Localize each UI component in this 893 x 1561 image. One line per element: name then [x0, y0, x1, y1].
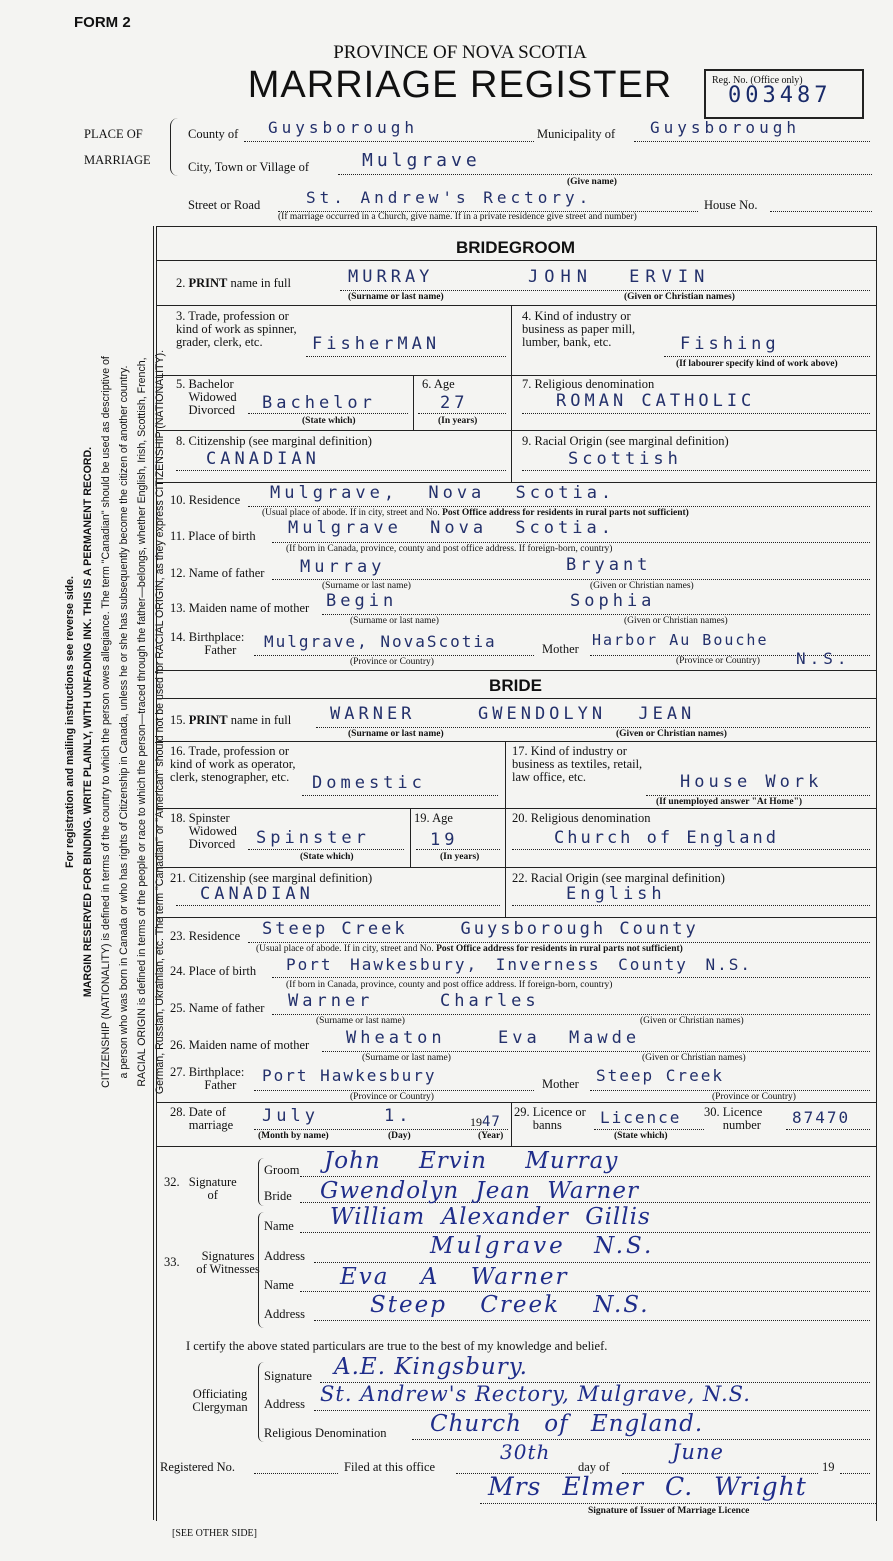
- groom-father-birthplace-cap: (Province or Country): [350, 657, 434, 667]
- groom-racial: Scottish: [568, 449, 682, 469]
- caption-day: (Day): [388, 1131, 411, 1141]
- groom-birthplace-label: 14. Birthplace: Father: [170, 630, 245, 657]
- marriage-day: 1.: [384, 1106, 413, 1126]
- groom-signature: John Ervin Murray: [324, 1148, 619, 1174]
- clergy-denomination-label: Religious Denomination: [264, 1426, 387, 1440]
- groom-residence-label: 10. Residence: [170, 493, 241, 507]
- groom-trade: FisherMAN: [312, 334, 441, 354]
- bride-surname: WARNER: [330, 704, 416, 724]
- groom-mother-cap-given: (Given or Christian names): [624, 616, 728, 626]
- caption-state-which: (State which): [302, 416, 356, 426]
- bride-racial: English: [566, 884, 666, 904]
- groom-residence-note: (Usual place of abode. If in city, street and No. Post Office address for residents in rural parts not sufficient): [262, 508, 689, 518]
- form-frame-inner: [153, 226, 154, 1520]
- bride-racial-label: 22. Racial Origin (see marginal definition): [512, 871, 725, 885]
- bride-citizenship-label: 21. Citizenship (see marginal definition): [170, 871, 373, 885]
- filed-day: 30th: [500, 1440, 551, 1464]
- signature-of-label: 32. Signature of: [164, 1175, 237, 1202]
- bride-father-given: Charles: [440, 991, 540, 1011]
- caption-surname: (Surname or last name): [348, 292, 444, 302]
- groom-mother-birthplace: Harbor Au Bouche: [592, 631, 769, 649]
- groom-status: Bachelor: [262, 393, 376, 413]
- clergy-address: St. Andrew's Rectory, Mulgrave, N.S.: [320, 1382, 751, 1406]
- witnesses-label: 33.: [164, 1255, 180, 1269]
- street-value: St. Andrew's Rectory.: [306, 188, 593, 207]
- give-name-caption: (Give name): [567, 177, 617, 187]
- bride-mother-birthplace-cap: (Province or Country): [712, 1092, 796, 1102]
- bride-citizenship: CANADIAN: [200, 884, 314, 904]
- groom-religion: ROMAN CATHOLIC: [556, 391, 756, 411]
- bride-religion: Church of England: [554, 828, 779, 848]
- groom-mother-birthplace-cap: (Province or Country): [676, 656, 760, 666]
- issuer-signature: Mrs Elmer C. Wright: [488, 1472, 807, 1501]
- groom-birthplace: Mulgrave Nova Scotia.: [288, 518, 615, 538]
- caption-month: (Month by name): [258, 1131, 329, 1141]
- province-heading: PROVINCE OF NOVA SCOTIA: [333, 42, 587, 63]
- bride-given: GWENDOLYN JEAN: [478, 704, 696, 724]
- bride-religion-label: 20. Religious denomination: [512, 811, 651, 825]
- see-other-side: [SEE OTHER SIDE]: [172, 1528, 257, 1539]
- marriage-month: July: [262, 1106, 319, 1126]
- marriage-year: 1947: [470, 1114, 501, 1130]
- groom-print-label: 2. PRINT name in full: [176, 276, 291, 290]
- margin-line-2: MARGIN RESERVED FOR BINDING. WRITE PLAINLY, WITH UNFADING INK. THIS IS A PERMANENT RECORD.: [82, 446, 94, 998]
- place-of-label: PLACE OF: [84, 127, 143, 141]
- licence-label: 29. Licence or banns: [514, 1105, 586, 1132]
- reg-number: 003487: [728, 83, 832, 108]
- bride-father-cap-given: (Given or Christian names): [640, 1016, 744, 1026]
- bride-residence: Steep Creek Guysborough County: [262, 919, 699, 939]
- bride-birthplace-label: 27. Birthplace: Father: [170, 1065, 245, 1092]
- clergy-address-label: Address: [264, 1397, 305, 1411]
- bride-cap-in-years: (In years): [440, 852, 480, 862]
- groom-religion-label: 7. Religious denomination: [522, 377, 655, 391]
- place-brace: [170, 118, 181, 176]
- caption-licence-state: (State which): [614, 1131, 668, 1141]
- bride-age: 19: [430, 830, 459, 850]
- signatures-of-witnesses-label: Signatures of Witnesses: [196, 1249, 260, 1276]
- groom-mother-bp-label: Mother: [542, 642, 579, 656]
- year19-label: 19: [822, 1460, 835, 1474]
- witness2-address: Steep Creek N.S.: [370, 1292, 650, 1318]
- groom-industry-label: 4. Kind of industry or business as paper mill, lumber, bank, etc.: [522, 309, 636, 349]
- margin-line-1: For registration and mailing instructions see reverse side.: [64, 576, 76, 869]
- bride-mother-label: 26. Maiden name of mother: [170, 1038, 310, 1052]
- street-note: (If marriage occurred in a Church, give name. If in a private residence give street and number): [278, 212, 637, 222]
- bride-birth-label: 24. Place of birth: [170, 964, 257, 978]
- groom-citizenship-label: 8. Citizenship (see marginal definition): [176, 434, 372, 448]
- form-number: FORM 2: [74, 14, 131, 31]
- bride-status-label: 18. Spinster Widowed Divorced: [170, 811, 237, 851]
- bride-age-label: 19. Age: [414, 811, 453, 825]
- margin-line-4: a person who was born in Canada or who has rights of Citizenship in Canada, unless he or she has subsequently become the citizen of another country.: [118, 365, 130, 1079]
- groom-father-given: Bryant: [566, 555, 652, 575]
- registered-no-label: Registered No.: [160, 1460, 235, 1474]
- clergy-denomination: Church of England.: [430, 1411, 704, 1437]
- bride-birthplace: Port Hawkesbury, Inverness County N.S.: [286, 955, 753, 974]
- licence-type: Licence: [600, 1108, 682, 1127]
- groom-mother-given: Sophia: [570, 591, 656, 611]
- groom-age-label: 6. Age: [422, 377, 455, 391]
- bride-industry-label: 17. Kind of industry or business as textiles, retail, law office, etc.: [512, 744, 643, 784]
- margin-line-3: CITIZENSHIP (NATIONALITY) is defined in terms of the country to which the person owes allegiance. The term "Canadian" should be used as descriptive of: [100, 356, 112, 1088]
- issuer-caption: Signature of Issuer of Marriage Licence: [588, 1506, 750, 1516]
- bride-cap-state-which: (State which): [300, 852, 354, 862]
- reg-box: [704, 69, 864, 119]
- witness2-name: Eva A Warner: [340, 1264, 569, 1290]
- bride-father-birthplace-cap: (Province or Country): [350, 1092, 434, 1102]
- bride-mother-birthplace: Steep Creek: [596, 1066, 724, 1085]
- bride-father-label: 25. Name of father: [170, 1001, 265, 1015]
- caption-unemployed: (If unemployed answer "At Home"): [656, 797, 803, 807]
- day-of-label: day of: [578, 1460, 610, 1474]
- caption-labourer: (If labourer specify kind of work above): [676, 359, 838, 369]
- bride-residence-label: 23. Residence: [170, 929, 241, 943]
- marriage-label: MARRIAGE: [84, 153, 151, 167]
- filed-month: June: [672, 1440, 724, 1464]
- bride-status: Spinster: [256, 828, 370, 848]
- groom-industry: Fishing: [680, 334, 780, 354]
- bride-cap-surname: (Surname or last name): [348, 729, 444, 739]
- witness1-address: Mulgrave N.S.: [430, 1233, 655, 1259]
- bride-trade-label: 16. Trade, profession or kind of work as operator, clerk, stenographer, etc.: [170, 744, 296, 784]
- bride-mother-cap-given: (Given or Christian names): [642, 1053, 746, 1063]
- witness1-name: William Alexander Gillis: [330, 1204, 651, 1230]
- certify-statement: I certify the above stated particulars are true to the best of my knowledge and belief.: [186, 1339, 608, 1353]
- groom-sig-label: Groom: [264, 1163, 300, 1177]
- bride-industry: House Work: [680, 772, 823, 792]
- bride-father-cap-surname: (Surname or last name): [316, 1016, 405, 1026]
- groom-mother-label: 13. Maiden name of mother: [170, 601, 310, 615]
- reg-label: Reg. No. (Office only): [712, 75, 803, 86]
- clergy-signature: A.E. Kingsbury.: [334, 1354, 528, 1380]
- bride-sig-label: Bride: [264, 1189, 292, 1203]
- bride-father-surname: Warner: [288, 991, 374, 1011]
- bride-father-birthplace: Port Hawkesbury: [262, 1066, 437, 1085]
- city-label: City, Town or Village of: [188, 160, 310, 174]
- groom-mother-birthplace-2: N.S.: [796, 649, 851, 668]
- city-value: Mulgrave: [362, 150, 481, 171]
- groom-mother-surname: Begin: [326, 591, 398, 611]
- street-label: Street or Road: [188, 198, 261, 212]
- groom-father-cap-given: (Given or Christian names): [590, 581, 694, 591]
- bride-print-label: 15. PRINT name in full: [170, 713, 292, 727]
- witness2-name-label: Name: [264, 1278, 294, 1292]
- municipality-value: Guysborough: [650, 118, 800, 137]
- groom-mother-cap-surname: (Surname or last name): [350, 616, 439, 626]
- clergy-signature-label: Signature: [264, 1369, 312, 1383]
- witness1-name-label: Name: [264, 1219, 294, 1233]
- groom-father-label: 12. Name of father: [170, 566, 265, 580]
- licence-number-label: 30. Licence number: [704, 1105, 763, 1132]
- groom-surname: MURRAY: [348, 267, 434, 287]
- witness1-address-label: Address: [264, 1249, 305, 1263]
- clergyman-label: Officiating Clergyman: [192, 1387, 248, 1414]
- county-label: County of: [188, 127, 239, 141]
- bride-signature: Gwendolyn Jean Warner: [320, 1178, 639, 1204]
- bride-trade: Domestic: [312, 773, 426, 793]
- bride-mother-cap-surname: (Surname or last name): [362, 1053, 451, 1063]
- groom-given: JOHN ERVIN: [528, 267, 711, 287]
- witness2-address-label: Address: [264, 1307, 305, 1321]
- date-label: 28. Date of marriage: [170, 1105, 234, 1132]
- municipality-label: Municipality of: [537, 127, 616, 141]
- caption-in-years: (In years): [438, 416, 478, 426]
- bride-cap-given: (Given or Christian names): [616, 729, 727, 739]
- bride-birth-note: (If born in Canada, province, county and post office address. If foreign-born, country): [286, 980, 613, 990]
- groom-father-surname: Murray: [300, 557, 386, 577]
- groom-residence: Mulgrave, Nova Scotia.: [270, 483, 616, 503]
- caption-given: (Given or Christian names): [624, 292, 735, 302]
- groom-father-birthplace: Mulgrave, NovaScotia: [264, 632, 497, 651]
- groom-trade-label: 3. Trade, profession or kind of work as spinner, grader, clerk, etc.: [176, 309, 297, 349]
- groom-birth-label: 11. Place of birth: [170, 529, 256, 543]
- section-bridegroom: BRIDEGROOM: [456, 238, 575, 257]
- bride-mother-surname: Wheaton: [346, 1028, 446, 1048]
- groom-status-label: 5. Bachelor Widowed Divorced: [176, 377, 237, 417]
- county-value: Guysborough: [268, 118, 418, 137]
- groom-racial-label: 9. Racial Origin (see marginal definition): [522, 434, 729, 448]
- licence-number: 87470: [792, 1108, 851, 1127]
- margin-line-5: RACIAL ORIGIN is defined in terms of the people or race to which the person—traced through the father—belongs, whether English, Irish, Scottish, French,: [136, 357, 148, 1087]
- caption-year: (Year): [478, 1131, 504, 1141]
- section-bride: BRIDE: [489, 676, 542, 695]
- groom-citizenship: CANADIAN: [206, 449, 320, 469]
- house-label: House No.: [704, 198, 758, 212]
- filed-at-label: Filed at this office: [344, 1460, 436, 1474]
- groom-father-cap-surname: (Surname or last name): [322, 581, 411, 591]
- margin-line-6: German, Russian, Ukrainian, etc. The term "Canadian" or "American" should not be used for RACIAL ORIGIN, as they express CITIZENSHIP (NATIONALITY).: [154, 349, 166, 1095]
- groom-age: 27: [440, 393, 469, 413]
- bride-mother-bp-label: Mother: [542, 1077, 579, 1091]
- bride-mother-given: Eva Mawde: [498, 1028, 641, 1048]
- groom-birth-note: (If born in Canada, province, county and post office address. If foreign-born, country): [286, 544, 613, 554]
- bride-residence-note: (Usual place of abode. If in city, street and No. Post Office address for residents in rural parts not sufficient): [256, 944, 683, 954]
- page-title: MARRIAGE REGISTER: [247, 64, 673, 106]
